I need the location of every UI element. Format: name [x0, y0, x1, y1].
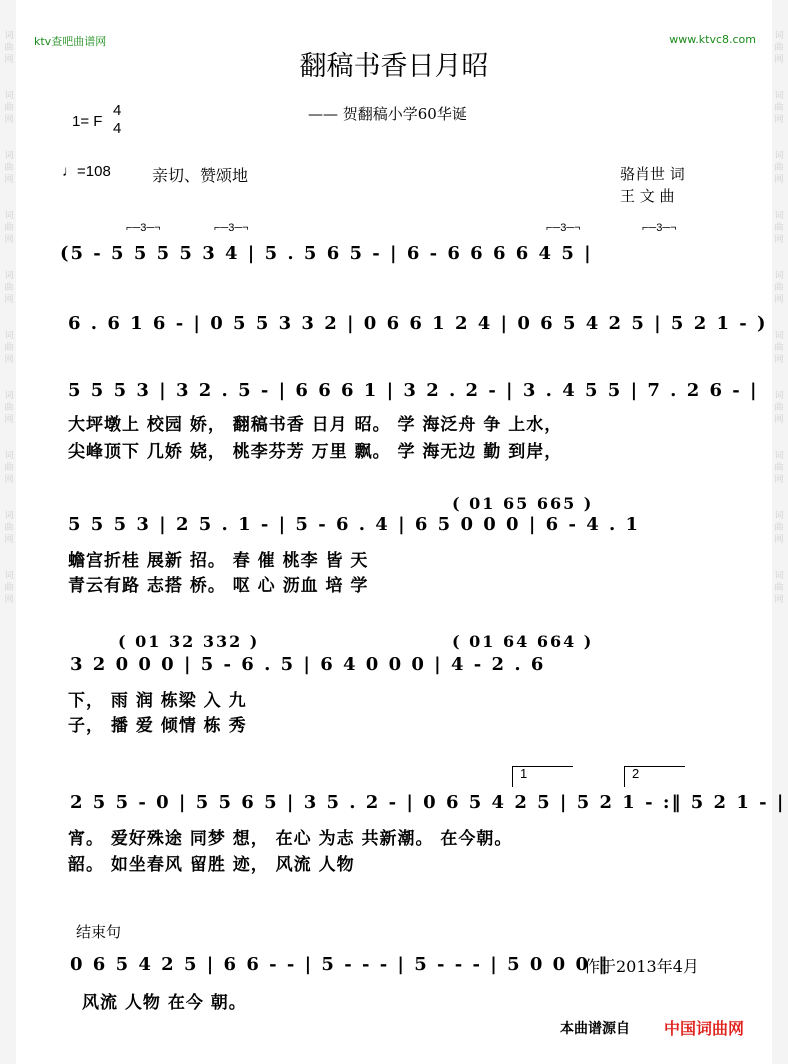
score-line-3: 5 5 5 3 | 3 2 . 5 - | 6 6 6 1 | 3 2 . 2 - | 3 . 4 5 5 | 7 . 2 6 - |: [68, 380, 759, 401]
bracket-accompaniment: ( 01 32 332 ): [118, 632, 260, 651]
first-ending-mark: 1: [520, 766, 528, 781]
coda-label: 结束句: [76, 923, 122, 941]
triplet-mark: ⌐─3─¬: [126, 222, 161, 234]
composition-date: 作于2013年4月: [584, 957, 699, 976]
triplet-mark: ⌐─3─¬: [642, 222, 677, 234]
lyrics-line-4-verse-2: 青云有路 志搭 桥。 呕 心 沥血 培 学: [68, 576, 369, 596]
source-site-link[interactable]: 中国词曲网: [664, 1019, 745, 1038]
triplet-mark: ⌐─3─¬: [546, 222, 581, 234]
score-line-6: 2 5 5 - 0 | 5 5 6 5 | 3 5 . 2 - | 0 6 5 4 2 5 | 5 2 1 - :‖ 5 2 1 - |: [70, 792, 786, 813]
second-ending-mark: 2: [632, 766, 640, 781]
second-ending-bracket: [624, 766, 685, 787]
lyrics-line-6-verse-1: 宵。 爱好殊途 同梦 想， 在心 为志 共新潮。 在今朝。: [68, 829, 513, 849]
key-signature: 1= F: [72, 113, 103, 130]
composer-credit: 王 文 曲: [620, 187, 675, 205]
bracket-accompaniment: ( 01 65 665 ): [452, 494, 594, 513]
watermark-right: 词曲网 词曲网 词曲网 词曲网 词曲网 词曲网 词曲网 词曲网 词曲网 词曲网: [774, 31, 784, 605]
lyrics-line-7: 风流 人物 在今 朝。: [82, 993, 247, 1013]
lyricist-credit: 骆肖世 词: [620, 165, 685, 183]
lyrics-line-4-verse-1: 蟾宫折桂 展新 招。 春 催 桃李 皆 天: [68, 551, 369, 571]
watermark-left: 词曲网 词曲网 词曲网 词曲网 词曲网 词曲网 词曲网 词曲网 词曲网 词曲网: [4, 31, 14, 605]
expression-marking: 亲切、赞颂地: [152, 166, 249, 185]
lyrics-line-5-verse-1: 下， 雨 润 栋梁 入 九: [68, 691, 247, 711]
bracket-accompaniment: ( 01 64 664 ): [452, 632, 594, 651]
song-title: 翻稿书香日月昭: [299, 51, 489, 82]
score-line-7: 0 6 5 4 2 5 | 6 6 - - | 5 - - - | 5 - - - | 5 0 0 0 ‖: [70, 954, 610, 975]
score-line-1: (5 - 5 5 5 5 3 4 | 5 . 5 6 5 - | 6 - 6 6 6 6 4 5 |: [60, 243, 593, 264]
site-url-right[interactable]: www.ktvc8.com: [669, 33, 756, 46]
lyrics-line-6-verse-2: 韶。 如坐春风 留胜 迹， 风流 人物: [68, 855, 355, 875]
time-signature: 4 4: [113, 102, 122, 137]
lyrics-line-3-verse-1: 大坪墩上 校园 娇， 翻稿书香 日月 昭。 学 海泛舟 争 上水，: [68, 415, 563, 435]
score-line-4: 5 5 5 3 | 2 5 . 1 - | 5 - 6 . 4 | 6 5 0 0 0 | 6 - 4 . 1: [68, 514, 641, 535]
score-line-2: 6 . 6 1 6 - | 0 5 5 3 3 2 | 0 6 6 1 2 4 | 0 6 5 4 2 5 | 5 2 1 - ): [68, 313, 768, 334]
first-ending-bracket: [512, 766, 573, 787]
lyrics-line-3-verse-2: 尖峰顶下 几娇 娆， 桃李芬芳 万里 飘。 学 海无边 勤 到岸，: [68, 442, 563, 462]
lyrics-line-5-verse-2: 子， 播 爱 倾情 栋 秀: [68, 716, 247, 736]
site-name-left[interactable]: ktv查吧曲谱网: [34, 35, 107, 48]
score-line-5: 3 2 0 0 0 | 5 - 6 . 5 | 6 4 0 0 0 | 4 - 2 . 6: [70, 654, 546, 675]
song-subtitle: —— 贺翻稿小学60华诞: [308, 105, 467, 123]
source-label: 本曲谱源自: [560, 1021, 630, 1037]
triplet-mark: ⌐─3─¬: [214, 222, 249, 234]
tempo-marking: ♩=108: [62, 163, 111, 180]
